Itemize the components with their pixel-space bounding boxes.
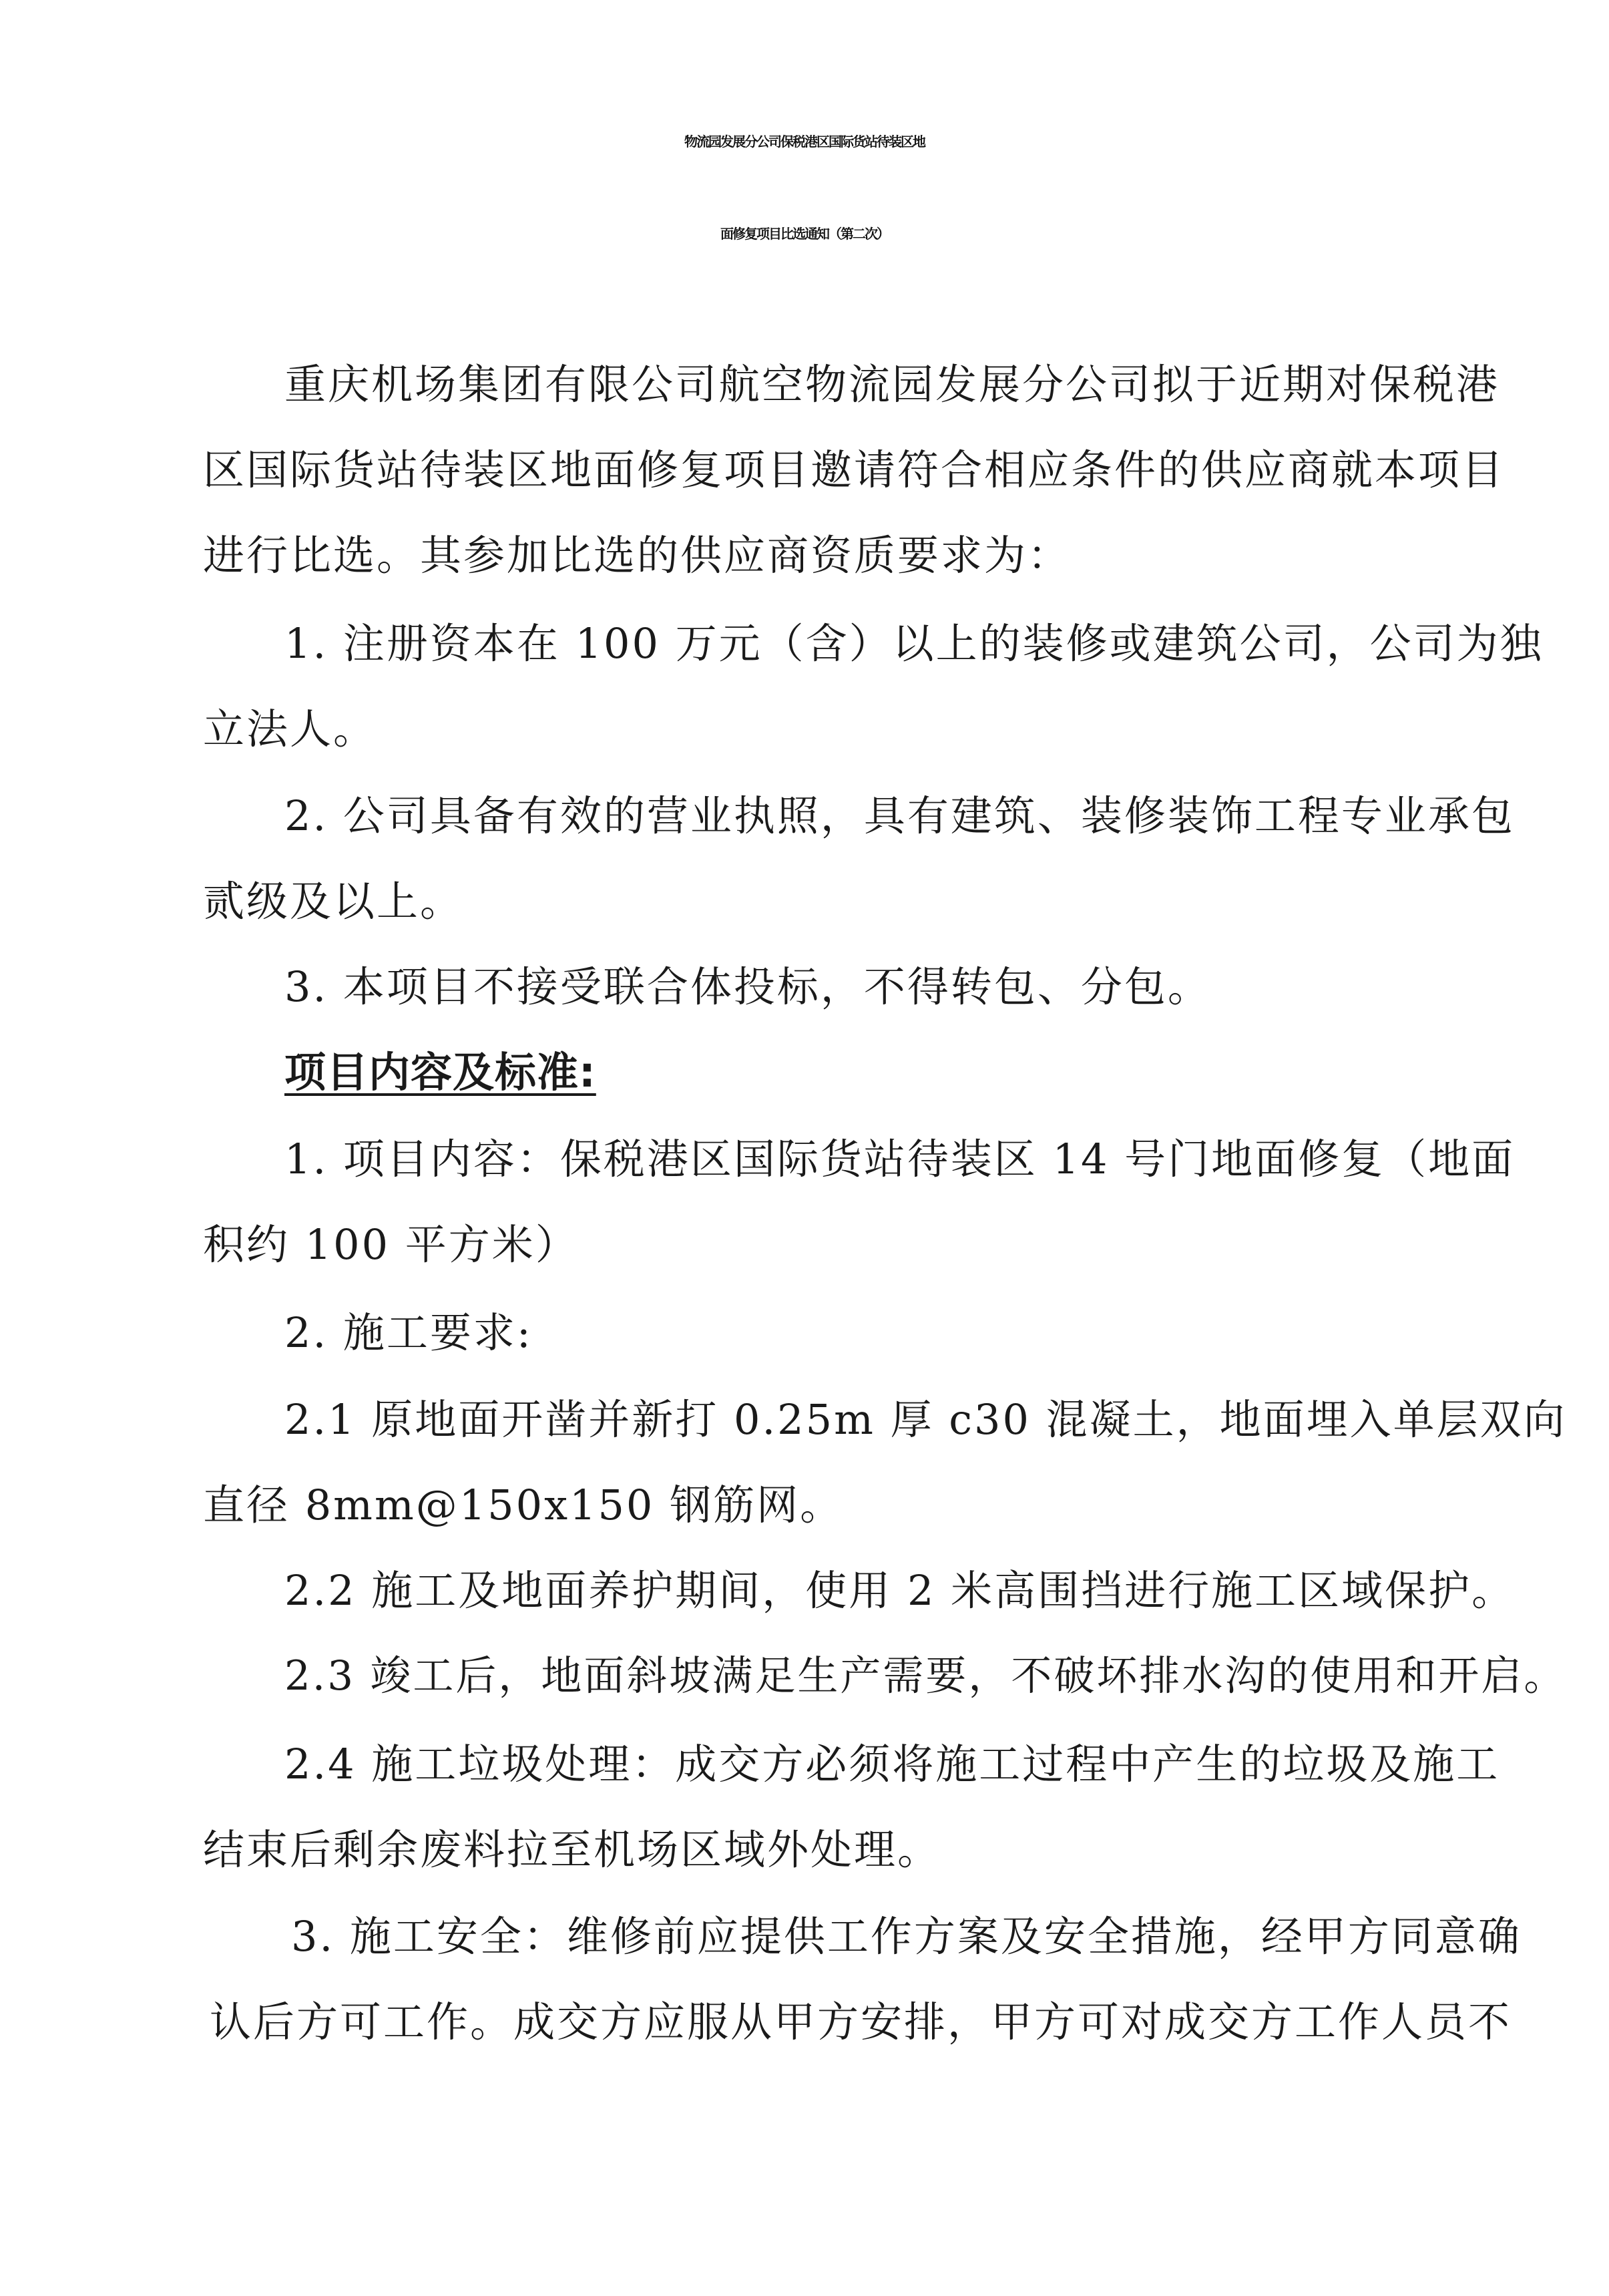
intro-paragraph-line-2: 区国际货站待装区地面修复项目邀请符合相应条件的供应商就本项目 [203, 445, 1506, 494]
document-title-line-1: 物流园发展分公司保税港区国际货站待装区地 [684, 134, 925, 150]
item-2-2: 2.2 施工及地面养护期间，使用 2 米高围挡进行施工区域保护。 [284, 1566, 1516, 1615]
item-2-4-line-2: 结束后剩余废料拉至机场区域外处理。 [203, 1825, 941, 1874]
section-heading: 项目内容及标准: [284, 1048, 596, 1097]
intro-paragraph-line-3: 进行比选。其参加比选的供应商资质要求为： [203, 531, 1072, 580]
requirement-1-line-1: 1. 注册资本在 100 万元（含）以上的装修或建筑公司，公司为独 [284, 619, 1544, 668]
item-2-4-line-1: 2.4 施工垃圾处理：成交方必须将施工过程中产生的垃圾及施工 [284, 1740, 1500, 1788]
requirement-1-line-2: 立法人。 [203, 705, 377, 753]
item-2: 2. 施工要求: [284, 1308, 533, 1357]
item-3-line-1: 3. 施工安全：维修前应提供工作方案及安全措施，经甲方同意确 [291, 1912, 1522, 1961]
item-2-1-line-2: 直径 8mm@150x150 钢筋网。 [203, 1481, 844, 1529]
item-2-3: 2.3 竣工后，地面斜坡满足生产需要，不破坏排水沟的使用和开启。 [284, 1652, 1567, 1700]
item-2-1-line-1: 2.1 原地面开凿并新打 0.25m 厚 c30 混凝土，地面埋入单层双向 [284, 1395, 1567, 1444]
requirement-3: 3. 本项目不接受联合体投标，不得转包、分包。 [284, 962, 1211, 1011]
item-3-line-2: 认后方可工作。成交方应服从甲方安排，甲方可对成交方工作人员不 [210, 1997, 1512, 2046]
item-1-line-2: 积约 100 平方米） [203, 1220, 579, 1269]
requirement-2-line-1: 2. 公司具备有效的营业执照，具有建筑、装修装饰工程专业承包 [284, 791, 1515, 840]
item-1-line-1: 1. 项目内容：保税港区国际货站待装区 14 号门地面修复（地面 [284, 1135, 1516, 1183]
intro-paragraph-line-1: 重庆机场集团有限公司航空物流园发展分公司拟于近期对保税港 [284, 360, 1500, 409]
document-title-line-2: 面修复项目比选通知（第二次） [720, 226, 889, 242]
requirement-2-line-2: 贰级及以上。 [203, 877, 464, 926]
